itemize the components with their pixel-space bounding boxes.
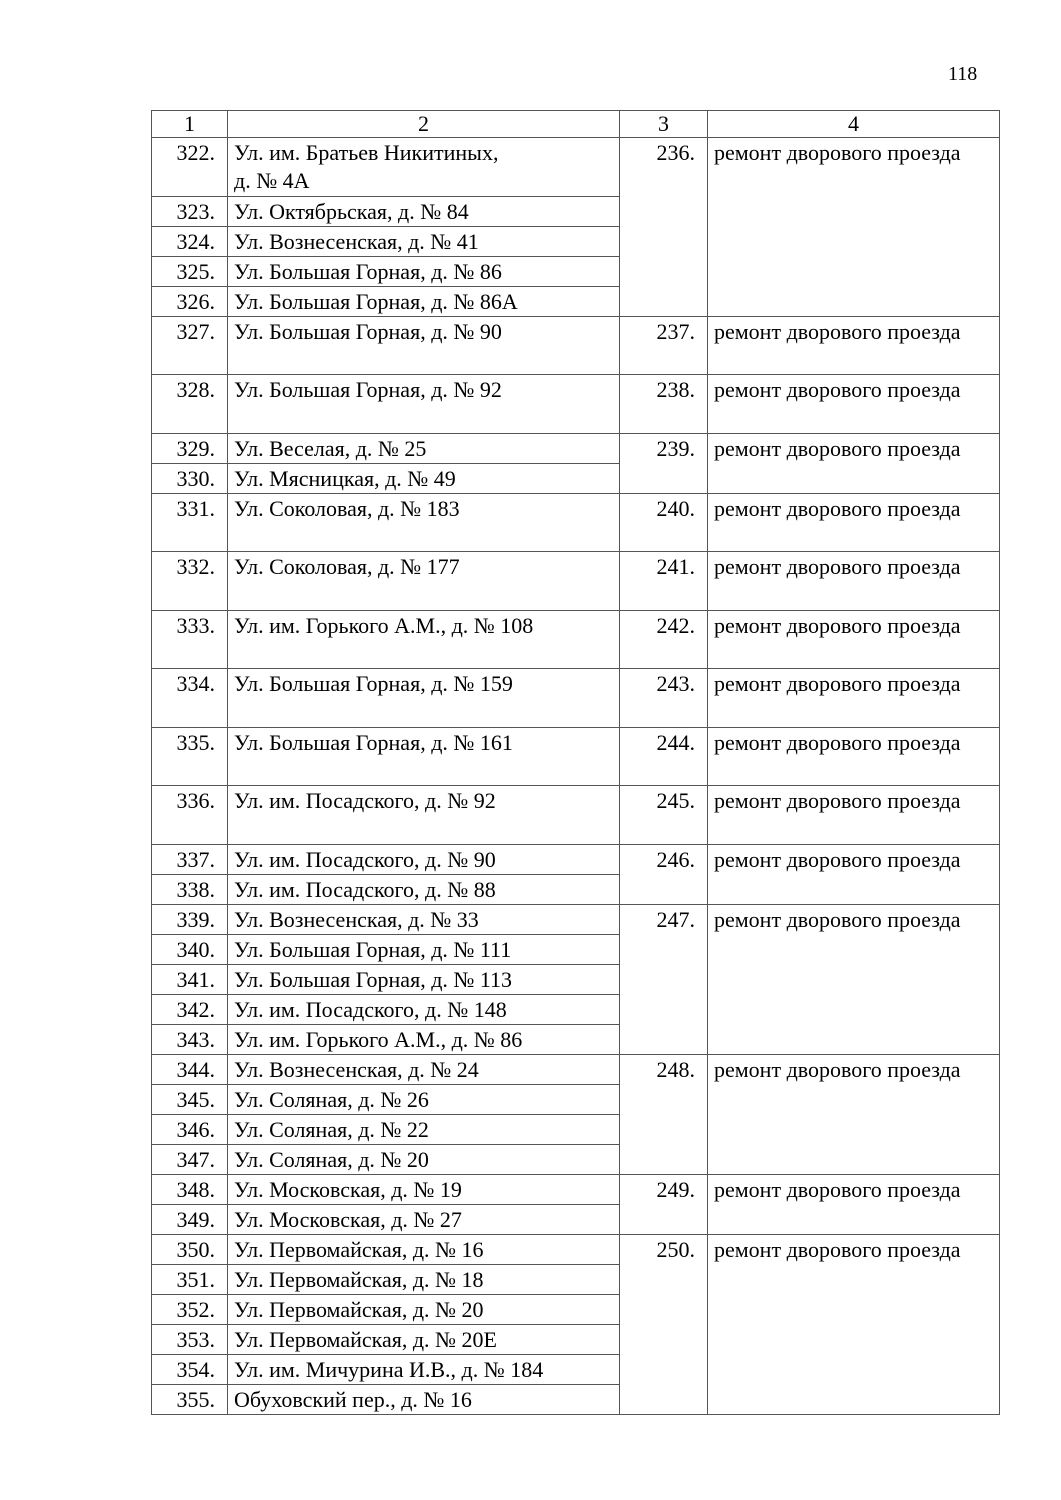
address-text: Ул. Мясницкая, д. № 49	[234, 465, 456, 491]
object-number-cell: 246.	[620, 844, 708, 904]
address-cell	[228, 786, 620, 845]
address-cell	[228, 196, 620, 226]
header-cell-1: 1	[152, 111, 228, 138]
object-number-cell: 237.	[620, 316, 708, 375]
address-table	[151, 110, 1000, 1415]
address-text: Ул. Октябрьская, д. № 84	[234, 198, 469, 224]
address-cell	[228, 1054, 620, 1084]
row-number-cell: 339.	[152, 904, 228, 934]
row-number-cell: 333.	[152, 610, 228, 669]
address-text: Ул. им. Горького А.М., д. № 108	[234, 612, 534, 638]
address-cell	[228, 669, 620, 728]
row-number-cell: 338.	[152, 874, 228, 904]
address-cell	[228, 1024, 620, 1054]
object-number-cell: 240.	[620, 493, 708, 552]
row-number-cell: 323.	[152, 196, 228, 226]
row-number-cell: 345.	[152, 1084, 228, 1114]
object-number-cell: 242.	[620, 610, 708, 669]
row-number-cell: 332.	[152, 552, 228, 611]
address-text: Ул. Соколовая, д. № 177	[234, 554, 460, 579]
address-cell	[228, 1174, 620, 1204]
address-cell	[228, 463, 620, 493]
address-cell	[228, 316, 620, 375]
address-text: Ул. им. Братьев Никитиных,	[234, 140, 499, 165]
address-cell	[228, 138, 620, 197]
table-row	[152, 1174, 1000, 1204]
row-number-cell: 344.	[152, 1054, 228, 1084]
work-type-cell: ремонт дворового проезда	[708, 493, 1000, 552]
work-type-cell: ремонт дворового проезда	[708, 433, 1000, 493]
address-text: Ул. Веселая, д. № 25	[234, 435, 427, 461]
object-number-cell: 245.	[620, 786, 708, 845]
row-number-cell: 351.	[152, 1264, 228, 1294]
row-number-cell: 337.	[152, 844, 228, 874]
work-type-cell: ремонт дворового проезда	[708, 316, 1000, 375]
address-text-continued: д. № 4А	[234, 168, 310, 193]
work-type-cell: ремонт дворового проезда	[708, 669, 1000, 728]
work-type-cell: ремонт дворового проезда	[708, 786, 1000, 845]
address-cell	[228, 286, 620, 316]
address-cell	[228, 552, 620, 611]
row-number-cell: 347.	[152, 1144, 228, 1174]
row-number-cell: 336.	[152, 786, 228, 845]
address-cell	[228, 727, 620, 786]
address-cell	[228, 1264, 620, 1294]
table-row	[152, 493, 1000, 552]
address-text: Ул. Большая Горная, д. № 159	[234, 671, 513, 696]
work-type-cell: ремонт дворового проезда	[708, 138, 1000, 317]
table-row	[152, 669, 1000, 728]
work-type-cell: ремонт дворового проезда	[708, 1054, 1000, 1174]
work-type-cell: ремонт дворового проезда	[708, 610, 1000, 669]
table-body	[152, 111, 1000, 1415]
address-cell	[228, 994, 620, 1024]
row-number-cell: 329.	[152, 433, 228, 463]
address-cell	[228, 964, 620, 994]
address-cell	[228, 1204, 620, 1234]
address-text: Ул. Вознесенская, д. № 41	[234, 228, 479, 254]
row-number-cell: 342.	[152, 994, 228, 1024]
address-text: Ул. Соляная, д. № 26	[234, 1086, 429, 1112]
address-cell	[228, 433, 620, 463]
row-number-cell: 328.	[152, 375, 228, 434]
address-text: Ул. Соколовая, д. № 183	[234, 495, 460, 521]
row-number-cell: 326.	[152, 286, 228, 316]
address-cell	[228, 934, 620, 964]
row-number-cell: 341.	[152, 964, 228, 994]
row-number-cell: 346.	[152, 1114, 228, 1144]
object-number-cell: 238.	[620, 375, 708, 434]
address-text: Ул. им. Посадского, д. № 92	[234, 788, 496, 813]
table-row	[152, 727, 1000, 786]
work-type-cell: ремонт дворового проезда	[708, 375, 1000, 434]
address-text: Ул. им. Горького А.М., д. № 86	[234, 1026, 523, 1052]
address-cell	[228, 874, 620, 904]
address-cell	[228, 1324, 620, 1354]
object-number-cell: 241.	[620, 552, 708, 611]
address-cell	[228, 256, 620, 286]
page-number: 118	[948, 63, 978, 85]
row-number-cell: 340.	[152, 934, 228, 964]
address-text: Ул. Первомайская, д. № 20	[234, 1296, 484, 1322]
address-text: Ул. Большая Горная, д. № 90	[234, 318, 502, 344]
row-number-cell: 325.	[152, 256, 228, 286]
address-text: Ул. Большая Горная, д. № 113	[234, 966, 513, 992]
address-cell	[228, 904, 620, 934]
address-text: Ул. им. Посадского, д. № 88	[234, 876, 496, 902]
object-number-cell: 249.	[620, 1174, 708, 1234]
header-cell-4: 4	[708, 111, 1000, 138]
address-cell	[228, 1144, 620, 1174]
table-row	[152, 610, 1000, 669]
address-cell	[228, 1084, 620, 1114]
row-number-cell: 331.	[152, 493, 228, 552]
work-type-cell: ремонт дворового проезда	[708, 904, 1000, 1054]
row-number-cell: 349.	[152, 1204, 228, 1234]
row-number-cell: 322.	[152, 138, 228, 197]
address-text: Ул. им. Посадского, д. № 148	[234, 996, 507, 1022]
address-cell	[228, 1294, 620, 1324]
table-row	[152, 844, 1000, 874]
row-number-cell: 355.	[152, 1384, 228, 1414]
row-number-cell: 350.	[152, 1234, 228, 1264]
object-number-cell: 243.	[620, 669, 708, 728]
address-cell	[228, 493, 620, 552]
row-number-cell: 353.	[152, 1324, 228, 1354]
work-type-cell: ремонт дворового проезда	[708, 552, 1000, 611]
object-number-cell: 239.	[620, 433, 708, 493]
address-cell	[228, 1114, 620, 1144]
address-text: Ул. Московская, д. № 27	[234, 1206, 462, 1232]
address-text: Ул. Первомайская, д. № 20Е	[234, 1326, 497, 1352]
row-number-cell: 330.	[152, 463, 228, 493]
row-number-cell: 324.	[152, 226, 228, 256]
object-number-cell: 250.	[620, 1234, 708, 1414]
address-cell	[228, 610, 620, 669]
work-type-cell: ремонт дворового проезда	[708, 727, 1000, 786]
address-text: Ул. Соляная, д. № 22	[234, 1116, 429, 1142]
address-text: Ул. Московская, д. № 19	[234, 1176, 462, 1202]
address-text: Ул. Большая Горная, д. № 86	[234, 258, 502, 284]
address-cell	[228, 226, 620, 256]
address-text: Ул. Первомайская, д. № 16	[234, 1236, 484, 1262]
address-text: Ул. Большая Горная, д. № 86А	[234, 288, 518, 314]
address-text: Ул. Вознесенская, д. № 33	[234, 906, 479, 932]
address-cell	[228, 1354, 620, 1384]
row-number-cell: 354.	[152, 1354, 228, 1384]
row-number-cell: 327.	[152, 316, 228, 375]
table-row	[152, 316, 1000, 375]
object-number-cell: 247.	[620, 904, 708, 1054]
address-text: Ул. им. Мичурина И.В., д. № 184	[234, 1356, 544, 1382]
table-row	[152, 904, 1000, 934]
object-number-cell: 244.	[620, 727, 708, 786]
table-row	[152, 375, 1000, 434]
address-text: Ул. Первомайская, д. № 18	[234, 1266, 484, 1292]
address-cell	[228, 1384, 620, 1414]
table-row	[152, 786, 1000, 845]
object-number-cell: 236.	[620, 138, 708, 317]
row-number-cell: 343.	[152, 1024, 228, 1054]
address-text: Ул. Большая Горная, д. № 161	[234, 729, 513, 755]
table-row	[152, 1054, 1000, 1084]
row-number-cell: 348.	[152, 1174, 228, 1204]
header-cell-3: 3	[620, 111, 708, 138]
row-number-cell: 352.	[152, 1294, 228, 1324]
header-cell-2: 2	[228, 111, 620, 138]
address-text: Ул. Вознесенская, д. № 24	[234, 1056, 479, 1082]
object-number-cell: 248.	[620, 1054, 708, 1174]
work-type-cell: ремонт дворового проезда	[708, 1174, 1000, 1234]
address-text: Обуховский пер., д. № 16	[234, 1386, 472, 1412]
table-row	[152, 433, 1000, 463]
address-text: Ул. Соляная, д. № 20	[234, 1146, 429, 1172]
row-number-cell: 334.	[152, 669, 228, 728]
work-type-cell: ремонт дворового проезда	[708, 1234, 1000, 1414]
table-header-row	[152, 111, 1000, 138]
address-text: Ул. Большая Горная, д. № 92	[234, 377, 502, 402]
address-cell	[228, 1234, 620, 1264]
work-type-cell: ремонт дворового проезда	[708, 844, 1000, 904]
row-number-cell: 335.	[152, 727, 228, 786]
address-text: Ул. им. Посадского, д. № 90	[234, 846, 496, 872]
table-row	[152, 1234, 1000, 1264]
address-cell	[228, 375, 620, 434]
address-cell	[228, 844, 620, 874]
table-row	[152, 138, 1000, 197]
table-row	[152, 552, 1000, 611]
address-text: Ул. Большая Горная, д. № 111	[234, 936, 512, 962]
